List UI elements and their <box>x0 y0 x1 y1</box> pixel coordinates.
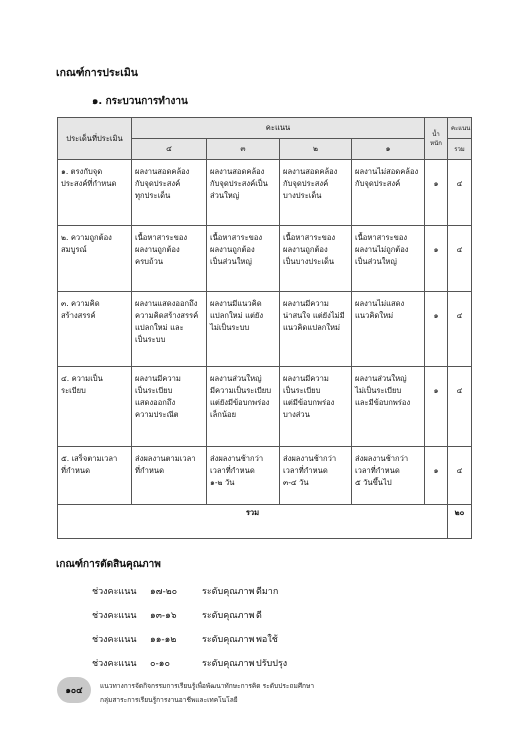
level-header: ๒ <box>280 139 352 160</box>
range-label: ช่วงคะแนน <box>92 635 137 645</box>
list-item <box>92 579 336 603</box>
level-3-cell: ผลงานมีแนวคิด แปลกใหม่ แต่ยัง ไม่เป็นระบบ <box>207 292 280 367</box>
weight-cell: ๑ <box>425 226 448 292</box>
level-3-cell: ส่งผลงานช้ากว่า เวลาที่กำหนด ๑-๒ วัน <box>207 447 280 505</box>
criterion-cell: ๒. ความถูกต้อง สมบูรณ์ <box>58 226 132 292</box>
page-heading: เกณฑ์การประเมิน <box>56 67 138 79</box>
level-2-cell: เนื้อหาสาระของ ผลงานถูกต้อง เป็นบางประเด็น <box>280 226 352 292</box>
level-value: ปรับปรุง <box>256 659 288 669</box>
level-4-cell: ผลงานมีความ เป็นระเบียบ แสดงออกถึง ความประณีต <box>132 367 207 447</box>
level-2-cell: ส่งผลงานช้ากว่า เวลาที่กำหนด ๓-๔ วัน <box>280 447 352 505</box>
level-1-cell: ผลงานไม่สอดคล้อง กับจุดประสงค์ <box>352 160 425 226</box>
level-3-cell: ผลงานส่วนใหญ่ มีความเป็นระเบียบ แต่ยังมีข้อบกพร่อง เล็กน้อย <box>207 367 280 447</box>
level-label: ระดับคุณภาพ <box>202 611 255 621</box>
criterion-cell: ๔. ความเป็น ระเบียบ <box>58 367 132 447</box>
weight-header: น้ำหนัก <box>425 118 448 160</box>
level-3-cell: ผลงานสอดคล้อง กับจุดประสงค์เป็น ส่วนใหญ่ <box>207 160 280 226</box>
level-label: ระดับคุณภาพ <box>202 587 255 597</box>
weight-cell: ๑ <box>425 160 448 226</box>
range-value: ๐-๑๐ <box>150 659 170 669</box>
total-cell: ๔ <box>448 292 472 367</box>
total-col-header-top: คะแนน <box>448 118 472 139</box>
level-3-cell: เนื้อหาสาระของ ผลงานถูกต้อง เป็นส่วนใหญ่ <box>207 226 280 292</box>
criteria-header: ประเด็นที่ประเมิน <box>58 118 132 160</box>
range-label: ช่วงคะแนน <box>92 587 137 597</box>
level-2-cell: ผลงานสอดคล้อง กับจุดประสงค์ บางประเด็น <box>280 160 352 226</box>
sum-label: รวม <box>58 505 448 539</box>
page-number-badge: ๑๐๔ <box>57 677 91 703</box>
total-cell: ๔ <box>448 447 472 505</box>
section-subheading: ๑. กระบวนการทำงาน <box>92 96 188 107</box>
range-label: ช่วงคะแนน <box>92 611 137 621</box>
score-header: คะแนน <box>132 118 425 139</box>
table-row <box>58 367 472 447</box>
table-row <box>58 160 472 226</box>
criterion-cell: ๓. ความคิด สร้างสรรค์ <box>58 292 132 367</box>
rubric-table <box>57 117 472 539</box>
range-value: ๑๑-๑๒ <box>150 635 177 645</box>
level-4-cell: เนื้อหาสาระของ ผลงานถูกต้อง ครบถ้วน <box>132 226 207 292</box>
sum-value: ๒๐ <box>448 505 472 539</box>
level-4-cell: ผลงานสอดคล้อง กับจุดประสงค์ ทุกประเด็น <box>132 160 207 226</box>
level-label: ระดับคุณภาพ <box>202 659 255 669</box>
level-1-cell: ผลงานส่วนใหญ่ ไม่เป็นระเบียบ และมีข้อบกพร่อง <box>352 367 425 447</box>
weight-cell: ๑ <box>425 367 448 447</box>
criterion-cell: ๑. ตรงกับจุด ประสงค์ที่กำหนด <box>58 160 132 226</box>
level-1-cell: ส่งผลงานช้ากว่า เวลาที่กำหนด ๕ วันขึ้นไป <box>352 447 425 505</box>
total-cell: ๔ <box>448 160 472 226</box>
table-total-row <box>58 505 472 539</box>
level-header: ๓ <box>207 139 280 160</box>
footer-subtitle: กลุ่มสาระการเรียนรู้การงานอาชีพและเทคโนโลยี <box>100 696 238 704</box>
criterion-cell: ๕. เสร็จตามเวลา ที่กำหนด <box>58 447 132 505</box>
quality-heading: เกณฑ์การตัดสินคุณภาพ <box>56 559 161 570</box>
level-2-cell: ผลงานมีความ เป็นระเบียบ แต่มีข้อบกพร่อง บางส่วน <box>280 367 352 447</box>
level-header: ๔ <box>132 139 207 160</box>
range-label: ช่วงคะแนน <box>92 659 137 669</box>
level-header: ๑ <box>352 139 425 160</box>
range-value: ๑๗-๒๐ <box>150 587 178 597</box>
level-value: ดี <box>256 611 262 621</box>
list-item <box>92 603 336 627</box>
weight-cell: ๑ <box>425 292 448 367</box>
level-4-cell: ส่งผลงานตามเวลา ที่กำหนด <box>132 447 207 505</box>
total-col-header-bottom: รวม <box>448 139 472 160</box>
footer-title: แนวทางการจัดกิจกรรมการเรียนรู้เพื่อพัฒนาทักษะการคิด ระดับประถมศึกษา <box>100 682 315 690</box>
list-item <box>92 651 336 675</box>
table-row <box>58 292 472 367</box>
total-cell: ๔ <box>448 226 472 292</box>
table-row <box>58 226 472 292</box>
list-item <box>92 627 336 651</box>
weight-cell: ๑ <box>425 447 448 505</box>
table-row <box>58 447 472 505</box>
level-4-cell: ผลงานแสดงออกถึง ความคิดสร้างสรรค์ แปลกใหม่ และ เป็นระบบ <box>132 292 207 367</box>
level-1-cell: ผลงานไม่แสดง แนวคิดใหม่ <box>352 292 425 367</box>
level-1-cell: เนื้อหาสาระของ ผลงานไม่ถูกต้อง เป็นส่วนใหญ่ <box>352 226 425 292</box>
level-2-cell: ผลงานมีความ น่าสนใจ แต่ยังไม่มี แนวคิดแปลกใหม่ <box>280 292 352 367</box>
level-value: ดีมาก <box>256 587 279 597</box>
total-cell: ๔ <box>448 367 472 447</box>
range-value: ๑๓-๑๖ <box>150 611 177 621</box>
level-label: ระดับคุณภาพ <box>202 635 255 645</box>
table-header-row <box>58 118 472 139</box>
quality-list <box>92 579 336 675</box>
level-value: พอใช้ <box>256 635 278 645</box>
